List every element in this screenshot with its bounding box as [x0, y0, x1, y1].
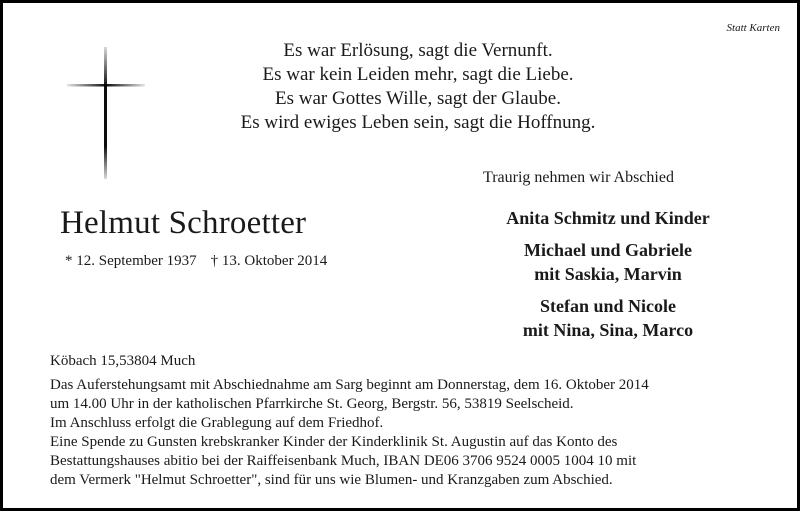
death-date: † 13. Oktober 2014: [210, 253, 328, 269]
mourner-group: [443, 206, 773, 230]
poem: [153, 39, 683, 135]
body-line: Im Anschluss erfolgt die Grablegung auf dem Friedhof.: [50, 415, 384, 431]
statt-karten-note: Statt Karten: [726, 22, 780, 34]
family-address: Köbach 15,53804 Much: [50, 353, 196, 369]
cross-icon: [67, 47, 145, 179]
body-line: um 14.00 Uhr in der katholischen Pfarrkirche St. Georg, Bergstr. 56, 53819 Seelscheid.: [50, 396, 574, 412]
deceased-name: Helmut Schroetter: [60, 205, 307, 241]
mourner-line: Michael und Gabriele: [524, 240, 692, 260]
mourner-group: [443, 238, 773, 286]
body-line: Das Auferstehungsamt mit Abschiednahme am Sarg beginnt am Donnerstag, dem 16. Oktober 2014: [50, 377, 649, 393]
mourner-line: Stefan und Nicole: [539, 296, 676, 316]
mourners-list: [443, 206, 773, 350]
mourner-line: Anita Schmitz und Kinder: [506, 208, 710, 228]
body-line: Bestattungshauses abitio bei der Raiffeisenbank Much, IBAN DE06 3706 9524 0005 1004 10 mit: [50, 453, 637, 469]
body-line: Eine Spende zu Gunsten krebskranker Kinder der Kinderklinik St. Augustin auf das Konto des: [50, 434, 618, 450]
poem-line: Es war Gottes Wille, sagt der Glaube.: [275, 88, 561, 109]
service-details: [50, 376, 649, 490]
body-line: dem Vermerk "Helmut Schroetter", sind für uns wie Blumen- und Kranzgaben zum Abschied.: [50, 472, 613, 488]
life-dates: [65, 253, 327, 270]
poem-line: Es wird ewiges Leben sein, sagt die Hoffnung.: [240, 112, 596, 133]
poem-line: Es war Erlösung, sagt die Vernunft.: [283, 40, 553, 61]
mourner-line: mit Nina, Sina, Marco: [522, 320, 694, 340]
mourner-group: [443, 294, 773, 342]
mourner-line: mit Saskia, Marvin: [534, 264, 682, 284]
mourners-intro: Traurig nehmen wir Abschied: [483, 169, 674, 186]
birth-date: * 12. September 1937: [65, 253, 197, 269]
poem-line: Es war kein Leiden mehr, sagt die Liebe.: [262, 64, 574, 85]
